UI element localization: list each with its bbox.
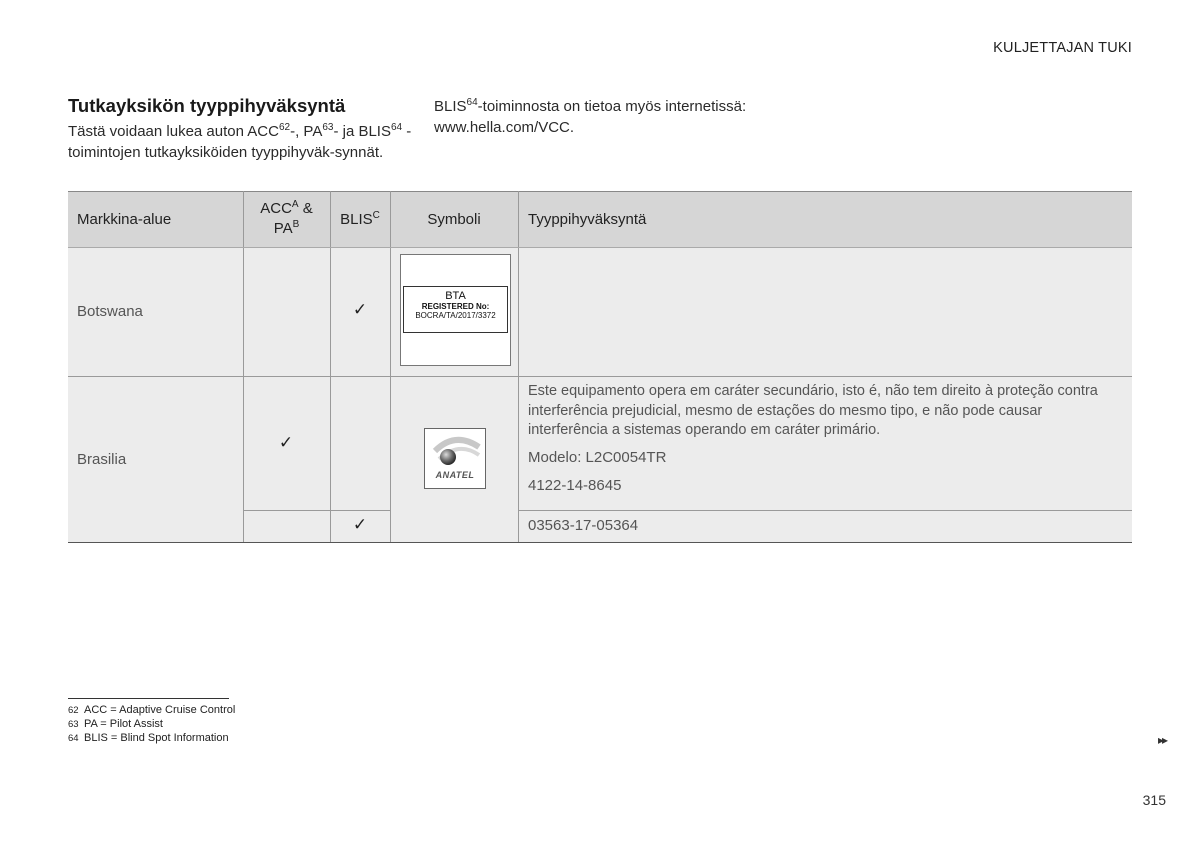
approval-paragraph: Este equipamento opera em caráter secundário, isto é, não tem direito à proteção contra interferência prejudicial, mesmo de estações do mesmo tipo, e não pode causar interferência a sistemas operando em caráter primário. — [528, 383, 1098, 438]
approval-table — [68, 191, 1132, 543]
header-blis: $BLIS^C$ — [340, 209, 380, 228]
bta-symbol — [400, 254, 511, 366]
footnote-ref-64b: 64 — [466, 97, 478, 108]
header-symbol: Symboli — [427, 210, 481, 228]
header-approval: Tyyppihyväksyntä — [528, 210, 647, 228]
anatel-logo-text: ANATEL — [435, 470, 475, 480]
table-row-botswana — [68, 247, 1132, 376]
bta-label-box: BTA REGISTERED No: BOCRA/TA/2017/3372 — [403, 286, 508, 333]
footnote-64: 64 BLIS = Blind Spot Information — [68, 732, 229, 744]
footnote-ref-62: 62 — [278, 122, 291, 133]
footnote-63: 63 PA = Pilot Assist — [68, 718, 163, 730]
intro-paragraph: Tästä voidaan lukea auton ACC$^{62}$-, PA$^{63}$- ja BLIS$^{64}$ -toimintojen tutkayksiköiden tyyppihyväk-synnät. — [68, 122, 412, 161]
header-acc-pa: $ACC^A$ & $PA^B$ — [260, 199, 313, 237]
footnote-62: 62 ACC = Adaptive Cruise Control — [68, 704, 236, 716]
approval-code-2: 03563-17-05364 — [528, 517, 639, 534]
page-number: 315 — [1142, 792, 1166, 808]
approval-code-1: 4122-14-8645 — [528, 477, 622, 494]
check-icon: ✓ — [278, 433, 294, 452]
hella-url: www.hella.com/VCC. — [434, 118, 575, 136]
market-botswana: Botswana — [77, 303, 143, 320]
market-brasilia: Brasilia — [77, 450, 127, 468]
running-header: KULJETTAJAN TUKI — [993, 40, 1132, 56]
header-market: Markkina-alue — [77, 210, 172, 228]
anatel-logo — [424, 428, 486, 489]
check-icon: ✓ — [352, 515, 368, 534]
section-title: Tutkayksikön tyyppihyväksyntä — [68, 95, 346, 116]
double-triangle-right-icon: ▸▸ — [1157, 733, 1166, 747]
footnote-ref-64: 64 — [390, 122, 403, 133]
blis-info-paragraph: BLIS$^{64}$-toiminnosta on tietoa myös internetissä: www.hella.com/VCC. — [434, 97, 747, 136]
footnote-divider — [68, 698, 229, 699]
check-icon: ✓ — [352, 300, 368, 319]
footnote-ref-63: 63 — [322, 122, 334, 133]
approval-model: Modelo: L2C0054TR — [528, 449, 667, 466]
